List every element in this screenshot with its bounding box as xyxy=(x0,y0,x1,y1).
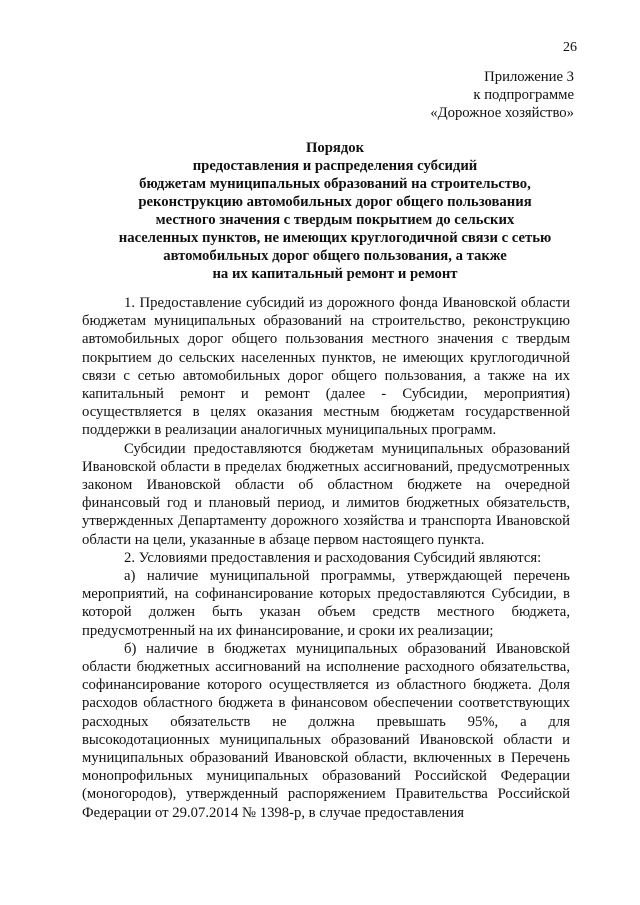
paragraph: б) наличие в бюджетах муниципальных образований Ивановской области бюджетных ассигнований на исполнение расходного обязательства, софинансирование которого осуществляется из областного бюджета. Доля расходов областного бюджета в финансовом обеспечении соответствующих расходных обязательств не должна превышать 95%, а для высокодотационных муниципальных образований Ивановской области и муниципальных образований Ивановской области, включенных в Перечень монопрофильных муниципальных образований Российской Федерации (моногородов), утвержденный распоряжением Правительства Российской Федерации от 29.07.2014 № 1398-р, в случае предоставления xyxy=(82,640,570,821)
title-line: населенных пунктов, не имеющих круглогодичной связи с сетью xyxy=(118,230,552,246)
appendix-header xyxy=(430,68,574,122)
page-number: 26 xyxy=(563,40,577,55)
title-line: бюджетам муниципальных образований на строительство, xyxy=(139,176,531,192)
title-line: автомобильных дорог общего пользования, а также xyxy=(163,248,507,264)
title-line: предоставления и распределения субсидий xyxy=(192,158,478,174)
title-line: Порядок xyxy=(305,140,365,156)
paragraph: а) наличие муниципальной программы, утверждающей перечень мероприятий, на софинансирование которых предоставляются Субсидии, в которой должен быть указан объем средств местного бюджета, предусмотренный на их финансирование, и сроки их реализации; xyxy=(82,568,570,639)
title-line: местного значения с твердым покрытием до сельских xyxy=(155,212,515,228)
document-title xyxy=(90,139,580,283)
document-body xyxy=(82,294,570,822)
title-line: на их капитальный ремонт и ремонт xyxy=(212,266,458,282)
paragraph: Субсидии предоставляются бюджетам муниципальных образований Ивановской области в пределах бюджетных ассигнований, предусмотренных законом Ивановской области об областном бюджете на очередной финансовый год и плановый период, и лимитов бюджетных обязательств, утвержденных Департаменту дорожного хозяйства и транспорта Ивановской области на цели, указанные в абзаце первом настоящего пункта. xyxy=(82,440,570,548)
paragraph: 2. Условиями предоставления и расходования Субсидий являются: xyxy=(124,549,542,566)
appendix-line: Приложение 3 xyxy=(484,69,574,85)
appendix-line: к подпрограмме xyxy=(473,87,574,103)
paragraph: 1. Предоставление субсидий из дорожного фонда Ивановской области бюджетам муниципальных образований на строительство, реконструкцию автомобильных дорог общего пользования местного значения с твердым покрытием до сельских населенных пунктов, не имеющих круглогодичной связи с сетью автомобильных дорог общего пользования, а также на их капитальный ремонт и ремонт (далее - Субсидии, мероприятия) осуществляется в целях оказания местным бюджетам государственной поддержки в реализации аналогичных муниципальных программ. xyxy=(82,295,570,439)
title-line: реконструкцию автомобильных дорог общего пользования xyxy=(138,194,532,210)
appendix-line: «Дорожное хозяйство» xyxy=(430,105,574,121)
